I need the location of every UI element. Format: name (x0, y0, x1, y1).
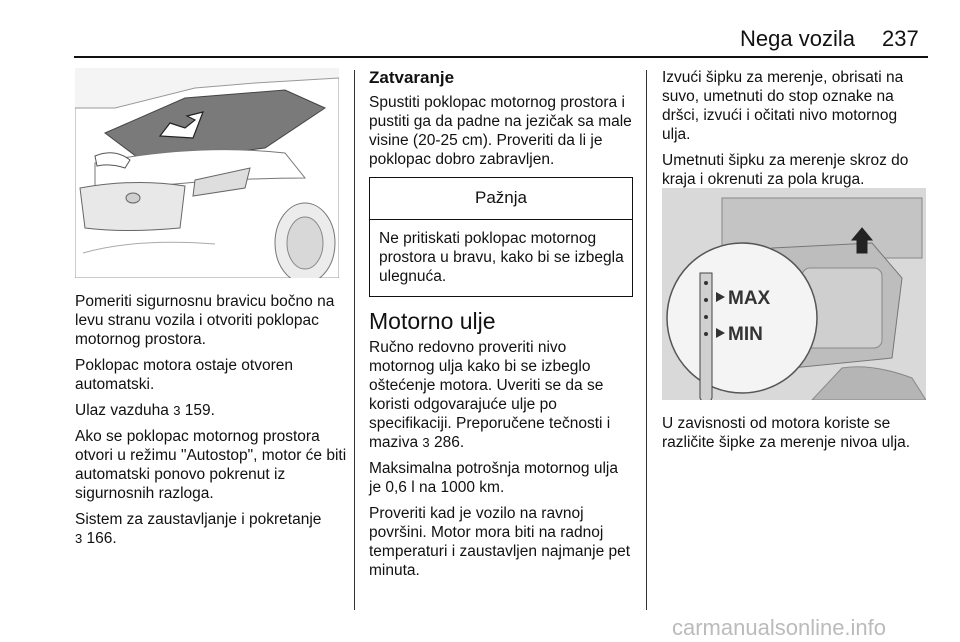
oil-consumption-text: Maksimalna potrošnja motornog ulja je 0,6 l na 1000 km. (369, 460, 618, 496)
stop-start-ref (75, 510, 347, 548)
left-column (75, 292, 347, 555)
air-intake-text: Ulaz vazduha (75, 402, 169, 419)
fluids-page-link[interactable]: 286. (433, 434, 465, 451)
oil-check-text (369, 338, 633, 452)
caution-box (369, 177, 633, 297)
check-conditions-text: Proveriti kad je vozilo na ravnoj površini. Motor mora biti na radnoj temperaturi i zaustavljen najmanje pet minuta. (369, 505, 631, 579)
right-column (662, 68, 928, 196)
max-label: MAX (728, 288, 771, 309)
page-ref-icon: 3 (173, 403, 181, 418)
air-intake-page-link[interactable]: 159. (184, 402, 215, 419)
header-rule (74, 56, 928, 58)
stop-start-text: Sistem za zaustavljanje i pokretanje (75, 511, 322, 528)
middle-column (369, 68, 633, 587)
page-ref-icon: 3 (75, 531, 83, 546)
caution-title: Pažnja (370, 178, 632, 220)
oil-check-body: Ručno redovno proveriti nivo motornog ulja kako bi se izbeglo oštećenje motora. Uveriti se da se koristi odgovarajuće ulje po specifikaciji. Preporučene tečnosti i maziva (369, 339, 611, 451)
hood-stays-open-text: Poklopac motora ostaje otvoren automatski. (75, 357, 293, 393)
min-label: MIN (728, 324, 763, 345)
dipstick-insert-text: Umetnuti šipku za merenje skroz do kraja i okrenuti za pola kruga. (662, 152, 909, 188)
site-watermark: carmanualsonline.info (672, 615, 887, 640)
section-title: Nega vozila (740, 26, 855, 51)
engine-oil-heading: Motorno ulje (369, 308, 496, 334)
closing-text: Spustiti poklopac motornog prostora i pustiti ga da padne na jezičak sa male visine (20-25 cm). Proveriti da li je poklopac dobro zabravljen. (369, 94, 632, 168)
caution-text: Ne pritiskati poklopac motornog prostora u bravu, kako bi se izbegla ulegnuća. (379, 230, 624, 285)
autostop-note: Ako se poklopac motornog prostora otvori u režimu "Autostop", motor će biti automatski ponovo pokrenut iz sigurnosnih razloga. (75, 428, 347, 502)
right-column-lower (662, 414, 928, 459)
page-number: 237 (882, 26, 919, 51)
dipstick-illustration (662, 188, 926, 400)
column-divider-2 (646, 70, 647, 610)
stop-start-page-link[interactable]: 166. (86, 530, 117, 547)
closing-heading: Zatvaranje (369, 68, 455, 87)
page-header (0, 0, 960, 60)
dipstick-procedure-text: Izvući šipku za merenje, obrisati na suvo, umetnuti do stop oznake na dršci, izvući i očitati nivo motornog ulja. (662, 69, 904, 143)
dipstick-variants-text: U zavisnosti od motora koriste se različite šipke za merenje nivoa ulja. (662, 415, 911, 451)
column-divider-1 (354, 70, 355, 610)
hood-opening-illustration (75, 68, 339, 278)
hood-release-text: Pomeriti sigurnosnu bravicu bočno na levu stranu vozila i otvoriti poklopac motornog prostora. (75, 293, 335, 348)
page-ref-icon: 3 (422, 435, 430, 450)
air-intake-ref (75, 401, 347, 420)
